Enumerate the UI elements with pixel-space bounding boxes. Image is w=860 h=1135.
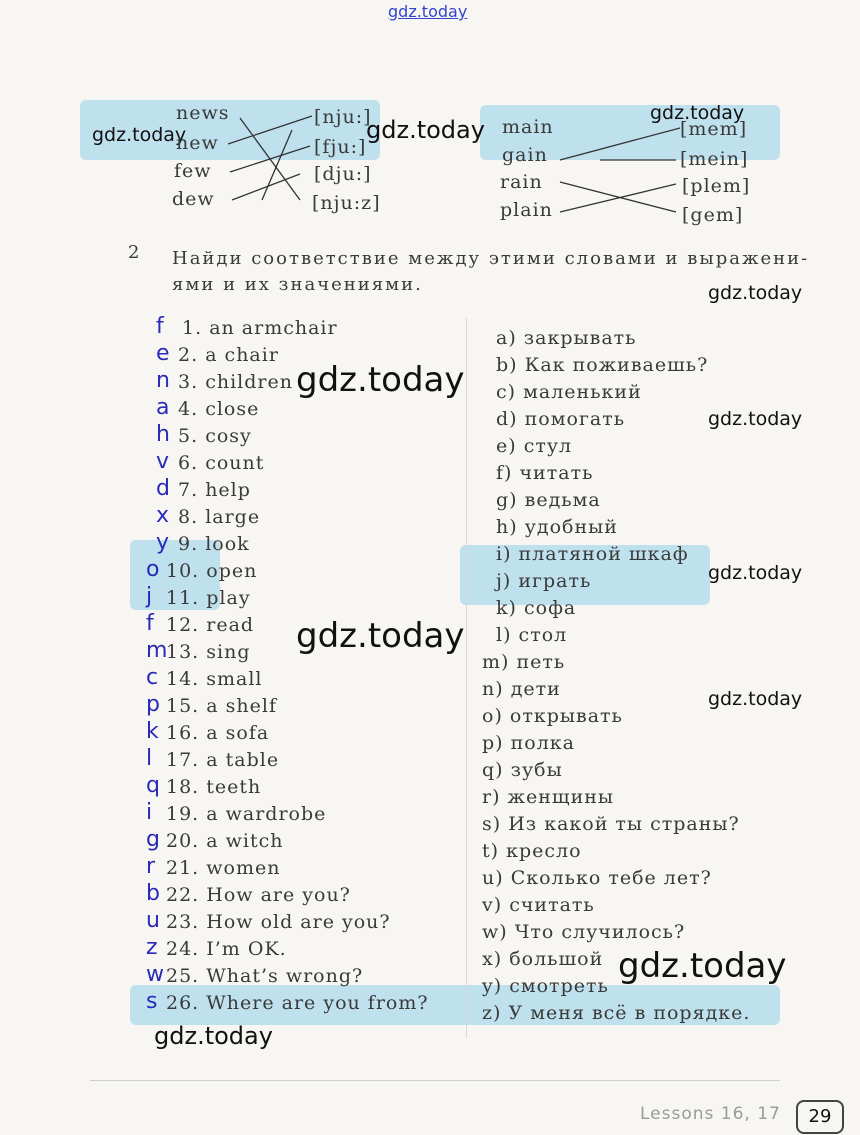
list-item [156,503,169,528]
item-number: 20. [166,830,200,852]
meaning-letter: l) [496,624,512,646]
transcription: [mein] [680,148,749,170]
meaning-text: зубы [510,759,563,781]
list-item [178,479,251,501]
meaning-item [482,786,614,808]
meaning-text: софа [523,597,577,619]
meaning-item [496,354,708,376]
meaning-item [496,462,593,484]
list-item [146,800,152,825]
list-item [146,665,158,690]
meaning-item [496,408,625,430]
meaning-text: Что случилось? [514,921,686,943]
meaning-text: дети [510,678,561,700]
answer-mark: s [146,989,158,1014]
item-text: a table [206,749,280,771]
list-item [156,314,164,339]
list-item [178,425,252,447]
meaning-text: платяной шкаф [518,543,689,565]
list-item [178,344,279,366]
meaning-item [496,624,567,646]
list-item [166,911,391,933]
item-number: 11. [166,587,200,609]
item-text: a sofa [206,722,270,744]
meaning-letter: m) [482,651,510,673]
list-item [166,722,269,744]
list-item [178,452,264,474]
meaning-letter: p) [482,732,504,754]
answer-mark: f [156,314,164,339]
meaning-item [496,327,637,349]
word: gain [502,144,548,166]
meaning-text: читать [519,462,594,484]
transcription: [nju:] [314,106,372,128]
list-item [166,776,261,798]
answer-mark: e [156,341,170,366]
list-item [146,557,159,582]
item-number: 18. [166,776,200,798]
list-item [156,476,170,501]
meaning-text: играть [518,570,592,592]
watermark: gdz.today [296,616,465,656]
meaning-letter: o) [482,705,503,727]
answer-mark: l [146,746,153,771]
list-item [166,668,263,690]
item-number: 21. [166,857,200,879]
meaning-item [496,543,689,565]
page-number: 29 [796,1100,844,1134]
meaning-item [482,1002,750,1024]
item-text: help [205,479,251,501]
list-item [146,719,159,744]
transcription: [nju:z] [312,192,381,214]
word: rain [500,171,543,193]
meaning-text: открывать [509,705,623,727]
meaning-letter: n) [482,678,504,700]
item-number: 25. [166,965,200,987]
list-item [166,614,254,636]
meaning-text: полка [510,732,575,754]
meaning-letter: x) [482,948,503,970]
answer-mark: z [146,935,158,960]
answer-mark: d [156,476,170,501]
meaning-letter: k) [496,597,517,619]
meaning-letter: s) [482,813,502,835]
meaning-text: большой [509,948,604,970]
item-text: sing [206,641,251,663]
answer-mark: p [146,692,160,717]
item-text: cosy [205,425,252,447]
item-text: count [205,452,265,474]
meaning-item [496,570,591,592]
meaning-item [496,489,601,511]
meaning-item [482,705,623,727]
meaning-letter: u) [482,867,504,889]
item-number: 1. [182,317,203,339]
item-number: 9. [178,533,199,555]
item-number: 12. [166,614,200,636]
item-text: How are you? [206,884,351,906]
item-number: 26. [166,992,200,1014]
list-item [146,827,160,852]
meaning-letter: d) [496,408,518,430]
item-text: a witch [206,830,284,852]
word: new [176,132,219,154]
answer-mark: j [146,584,153,609]
watermark: gdz.today [92,124,187,146]
meaning-letter: a) [496,327,517,349]
item-text: open [206,560,258,582]
list-item [146,881,160,906]
list-item [146,773,160,798]
answer-mark: a [156,395,170,420]
list-item [178,506,260,528]
list-item [156,422,170,447]
item-text: How old are you? [206,911,391,933]
list-item [166,560,257,582]
item-number: 24. [166,938,200,960]
list-item [166,641,251,663]
list-item [146,584,152,609]
transcription: [gem] [682,204,744,226]
meaning-item [482,678,561,700]
watermark: gdz.today [296,360,465,400]
list-item [166,965,363,987]
item-number: 14. [166,668,200,690]
task-text: ями и их значениями. [172,274,423,295]
item-number: 22. [166,884,200,906]
item-number: 8. [178,506,199,528]
item-text: play [206,587,251,609]
meaning-text: У меня всё в порядке. [508,1002,751,1024]
meaning-item [482,840,582,862]
list-item [146,908,160,933]
word: few [174,160,212,182]
list-item [166,830,284,852]
list-item [146,962,164,987]
item-number: 10. [166,560,200,582]
list-item [178,371,293,393]
meaning-item [482,732,575,754]
answer-mark: k [146,719,159,744]
list-item [166,749,279,771]
item-number: 2. [178,344,199,366]
item-text: I’m OK. [206,938,287,960]
meaning-text: Из какой ты страны? [508,813,740,835]
list-item [146,611,154,636]
meaning-item [496,435,572,457]
item-text: read [206,614,255,636]
meaning-text: ведьма [524,489,601,511]
watermark: gdz.today [366,116,485,144]
answer-mark: i [146,800,153,825]
item-number: 5. [178,425,199,447]
task-text: Найди соответствие между этими словами и выражени- [172,248,810,269]
meaning-text: удобный [524,516,618,538]
item-number: 6. [178,452,199,474]
transcription: [fju:] [314,136,367,158]
meaning-letter: q) [482,759,504,781]
item-number: 3. [178,371,199,393]
meaning-text: считать [509,894,595,916]
item-text: Where are you from? [206,992,429,1014]
item-text: teeth [206,776,262,798]
item-number: 13. [166,641,200,663]
meaning-letter: i) [496,543,512,565]
answer-mark: h [156,422,170,447]
answer-mark: y [156,530,170,555]
list-item [166,884,351,906]
meaning-text: Сколько тебе лет? [510,867,712,889]
item-text: a chair [205,344,279,366]
answer-mark: w [146,962,164,987]
meaning-letter: w) [482,921,508,943]
meaning-item [482,651,565,673]
list-item [156,395,169,420]
item-number: 15. [166,695,200,717]
list-item [146,854,155,879]
watermark: gdz.today [618,946,787,986]
transcription: [mem] [680,118,748,140]
watermark: gdz.today [388,2,468,21]
watermark: gdz.today [708,688,803,710]
item-text: a shelf [206,695,277,717]
list-item [156,368,170,393]
answer-mark: n [156,368,170,393]
word: news [176,102,230,124]
item-text: a wardrobe [206,803,327,825]
item-text: What’s wrong? [206,965,364,987]
answer-mark: m [146,638,168,663]
meaning-letter: c) [496,381,517,403]
meaning-item [482,921,685,943]
list-item [146,935,158,960]
word: plain [500,199,553,221]
meaning-text: стол [518,624,568,646]
list-item [146,638,167,663]
answer-mark: v [156,449,170,474]
meaning-letter: b) [496,354,518,376]
item-number: 17. [166,749,200,771]
list-item [178,398,259,420]
item-text: women [206,857,281,879]
word: main [502,116,554,138]
footer-rule [90,1080,780,1081]
item-number: 4. [178,398,199,420]
meaning-letter: y) [482,975,503,997]
meaning-text: стул [523,435,573,457]
meaning-letter: r) [482,786,501,808]
meaning-text: закрывать [523,327,637,349]
exercise-number: 2 [128,242,142,263]
list-item [166,938,287,960]
answer-mark: u [146,908,160,933]
meaning-item [496,597,576,619]
answer-mark: r [146,854,156,879]
meaning-letter: h) [496,516,518,538]
watermark: gdz.today [650,102,745,124]
answer-mark: g [146,827,160,852]
list-item [146,989,157,1014]
list-item [166,857,280,879]
item-text: large [205,506,261,528]
meaning-item [482,867,712,889]
meaning-item [482,894,595,916]
meaning-letter: g) [496,489,518,511]
word: dew [172,188,215,210]
meaning-text: женщины [507,786,615,808]
list-item [166,587,251,609]
watermark: gdz.today [708,282,803,304]
meaning-letter: f) [496,462,513,484]
watermark: gdz.today [708,562,803,584]
item-text: close [205,398,260,420]
meaning-text: смотреть [509,975,609,997]
meaning-text: помогать [524,408,626,430]
meaning-item [482,975,609,997]
meaning-text: кресло [506,840,582,862]
meaning-item [482,813,740,835]
list-item [166,992,429,1014]
answer-mark: x [156,503,170,528]
meaning-letter: z) [482,1002,502,1024]
list-item [146,692,160,717]
list-item [156,341,170,366]
transcription: [plem] [682,175,751,197]
footer-lessons: Lessons 16, 17 [640,1104,781,1124]
item-text: an armchair [209,317,338,339]
item-text: small [206,668,263,690]
list-item [182,317,338,339]
list-item [166,803,326,825]
meaning-letter: v) [482,894,503,916]
meaning-text: Как поживаешь? [524,354,709,376]
item-text: look [205,533,250,555]
item-number: 16. [166,722,200,744]
meaning-letter: t) [482,840,500,862]
watermark: gdz.today [154,1022,273,1050]
meaning-letter: e) [496,435,517,457]
answer-mark: q [146,773,160,798]
answer-mark: f [146,611,154,636]
list-item [156,449,169,474]
meaning-text: петь [516,651,566,673]
answer-mark: o [146,557,160,582]
meaning-text: маленький [523,381,642,403]
list-item [166,695,277,717]
meaning-letter: j) [496,570,512,592]
item-number: 7. [178,479,199,501]
item-text: children [205,371,293,393]
meaning-item [482,948,603,970]
answer-mark: c [146,665,159,690]
list-item [146,746,152,771]
list-item [156,530,169,555]
transcription: [dju:] [314,163,372,185]
meaning-item [496,516,618,538]
item-number: 23. [166,911,200,933]
list-item [178,533,250,555]
answer-mark: b [146,881,160,906]
watermark: gdz.today [708,408,803,430]
item-number: 19. [166,803,200,825]
meaning-item [482,759,563,781]
meaning-item [496,381,642,403]
